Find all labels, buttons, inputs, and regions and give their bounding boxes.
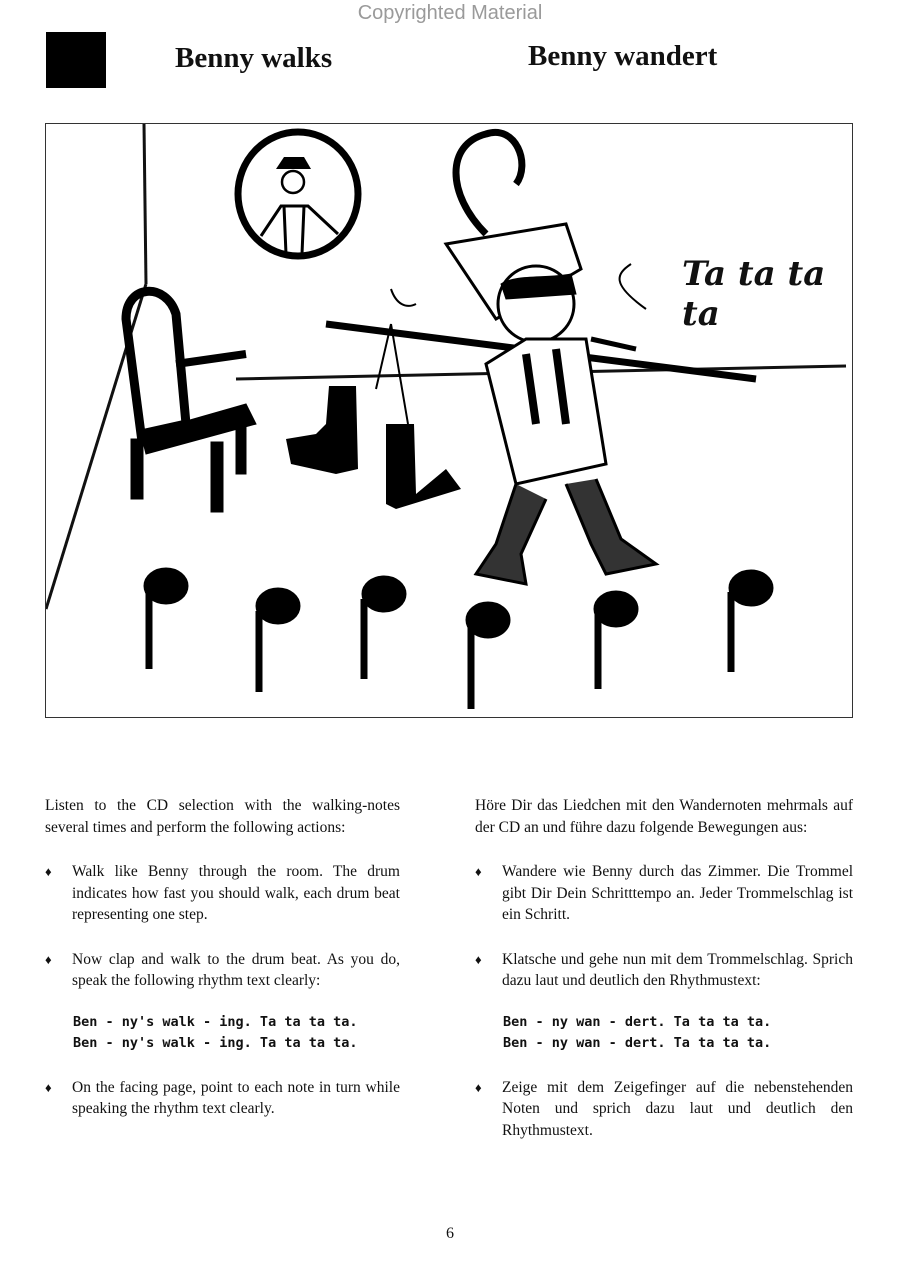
diamond-bullet-icon: ♦ [45,864,52,879]
chair [126,291,256,512]
english-bullet-1: ♦ Walk like Benny through the room. The drum indicates how fast you should walk, each drum beat representing one step. [45,863,400,923]
copyright-watermark: Copyrighted Material [357,2,543,24]
title-german: Benny wandert [528,40,718,72]
note-2 [256,588,300,692]
german-bullet-3: ♦ Zeige mit dem Zeigefinger auf die nebenstehenden Noten und sprich dazu laut und deutlich den Rhythmustext. [475,1078,853,1139]
speech-bubble-text: Ta ta ta ta [682,254,826,334]
note-4 [466,602,510,709]
german-bullet-1: ♦ Wandere wie Benny durch das Zimmer. Die Trommel gibt Dir Dein Schritttempo an. Jeder Trommelschlag ist ein Schritt. [475,863,853,923]
german-rhythm-text: Ben - ny wan - dert. Ta ta ta ta. Ben - ny wan - dert. Ta ta ta ta. [503,1013,772,1051]
german-intro: Höre Dir das Liedchen mit den Wandernoten mehrmals auf der CD an und führe dazu folgende Bewegungen aus: [475,797,853,836]
page-number: 6 [446,1225,454,1242]
english-bullet-2: ♦ Now clap and walk to the drum beat. As you do, speak the following rhythm text clearly: [45,950,400,989]
german-column [475,795,853,1141]
benny-figure [446,132,656,584]
english-intro: Listen to the CD selection with the walking-notes several times and perform the following actions: [45,797,400,836]
note-5 [594,591,638,689]
diamond-bullet-icon: ♦ [475,864,482,879]
diamond-bullet-icon: ♦ [475,1079,482,1095]
english-rhythm-text: Ben - ny's walk - ing. Ta ta ta ta. Ben - ny's walk - ing. Ta ta ta ta. [73,1013,358,1051]
chapter-marker [46,32,106,88]
diamond-bullet-icon: ♦ [45,1079,52,1095]
portrait-frame [238,132,358,256]
english-bullet-3: ♦ On the facing page, point to each note in turn while speaking the rhythm text clearly. [45,1078,400,1117]
note-1 [144,568,188,669]
diamond-bullet-icon: ♦ [45,951,52,967]
english-column [45,795,400,1120]
note-3 [362,576,406,679]
note-6 [729,570,773,672]
room-lines [46,124,846,609]
benny-illustration [45,123,853,718]
walking-notes [144,568,773,709]
illustration-drawing [46,124,854,719]
title-english: Benny walks [175,42,333,74]
german-bullet-2: ♦ Klatsche und gehe nun mit dem Trommelschlag. Sprich dazu laut und deutlich den Rhythmustext: [475,950,853,989]
diamond-bullet-icon: ♦ [475,951,482,967]
